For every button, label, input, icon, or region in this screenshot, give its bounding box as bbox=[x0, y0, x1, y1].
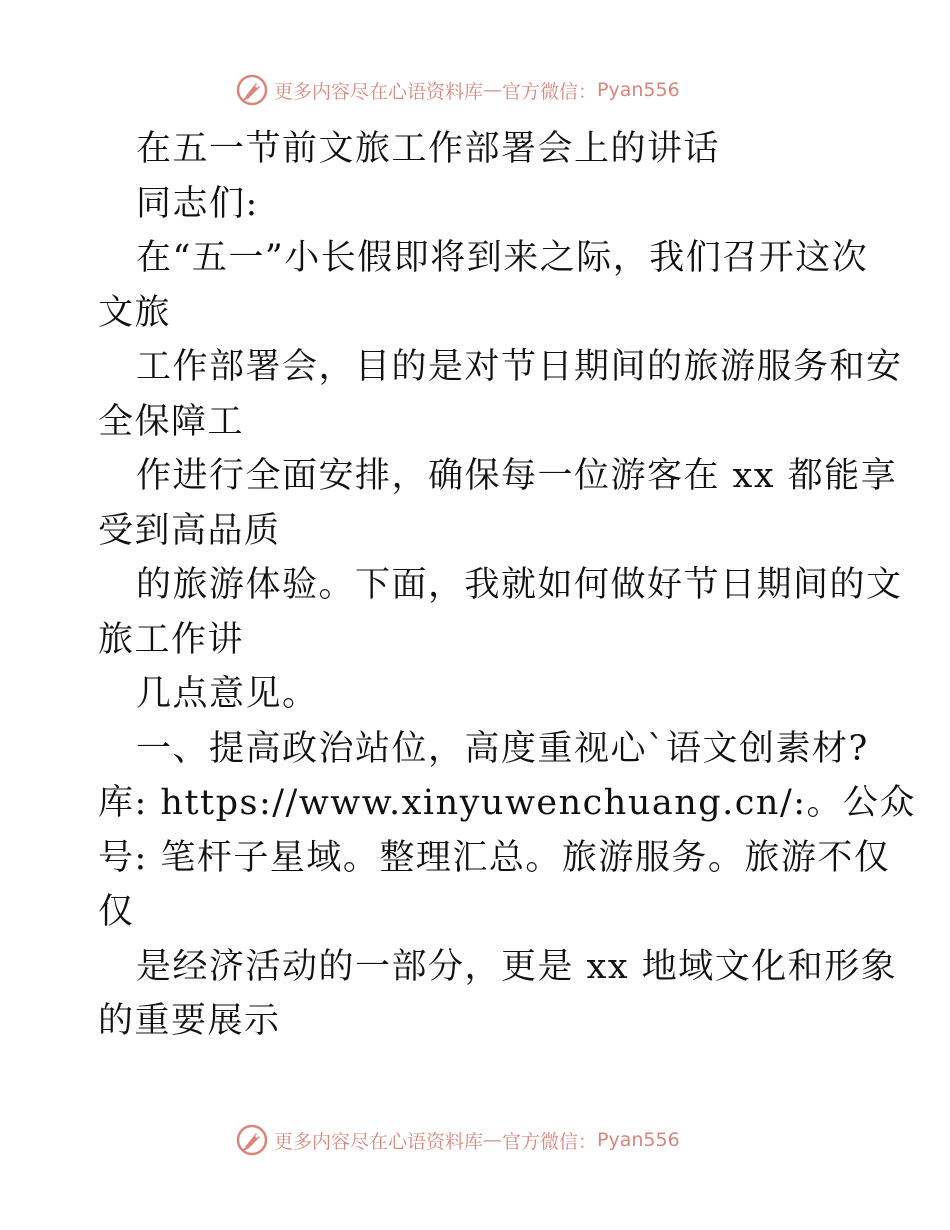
text-line: 工作部署会，目的是对节日期间的旅游服务和安 bbox=[136, 347, 903, 387]
text-line: 几点意见。 bbox=[136, 674, 319, 714]
text-line: 受到高品质 bbox=[98, 510, 281, 551]
text-line: 一、提高政治站位，高度重视心`语文创素材? bbox=[136, 728, 869, 769]
text-line: 在五一节前文旅工作部署会上的讲话 bbox=[136, 129, 721, 169]
watermark-text: 更多内容尽在心语资料库 bbox=[274, 1130, 484, 1153]
text-line: 是经济活动的一部分，更是 xx 地域文化和形象 bbox=[136, 946, 898, 987]
text-line: 库: https://www.xinyuwenchuang.cn/:。公众 bbox=[98, 783, 917, 823]
text-line: 的重要展示 bbox=[98, 1001, 281, 1041]
document-body bbox=[98, 122, 917, 1049]
footer-watermark bbox=[236, 1122, 680, 1158]
text-line: 旅工作讲 bbox=[98, 619, 245, 660]
watermark-separator: — bbox=[483, 1129, 503, 1151]
watermark-wechat-id: Pyan556 bbox=[597, 1129, 680, 1151]
watermark-wechat-label: 官方微信： bbox=[502, 80, 598, 103]
text-line: 文旅 bbox=[98, 292, 172, 333]
pen-nib-logo-icon bbox=[236, 74, 268, 106]
watermark-wechat-label: 官方微信： bbox=[502, 1130, 598, 1153]
text-line: 仅 bbox=[98, 892, 135, 932]
watermark-separator: — bbox=[483, 79, 503, 101]
header-watermark bbox=[236, 72, 680, 108]
text-line: 在“五一”小长假即将到来之际，我们召开这次 bbox=[136, 238, 869, 278]
text-line: 全保障工 bbox=[98, 401, 245, 442]
text-line: 的旅游体验。下面，我就如何做好节日期间的文 bbox=[136, 565, 903, 605]
text-line: 同志们: bbox=[136, 183, 259, 224]
watermark-text: 更多内容尽在心语资料库 bbox=[274, 80, 484, 103]
watermark-wechat-id: Pyan556 bbox=[597, 79, 680, 101]
pen-nib-logo-icon bbox=[236, 1124, 268, 1156]
text-line: 号: 笔杆子星域。整理汇总。旅游服务。旅游不仅 bbox=[98, 837, 891, 878]
text-line: 作进行全面安排，确保每一位游客在 xx 都能享 bbox=[136, 456, 898, 496]
